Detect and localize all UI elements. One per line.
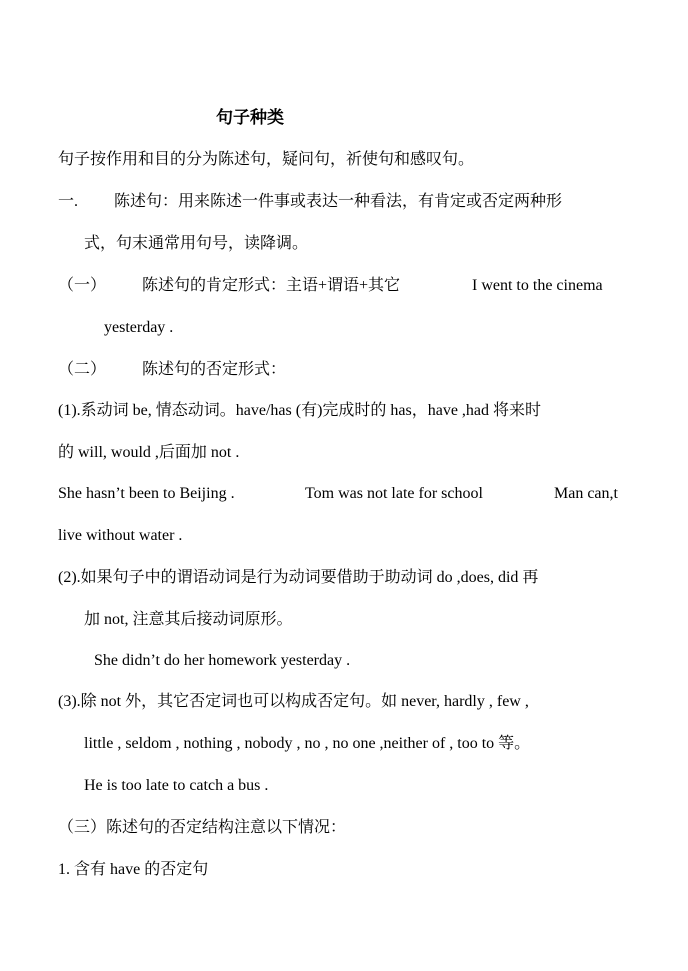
section-1-number: 一. [58,193,79,210]
rule-3-example: He is too late to catch a bus . [84,777,269,794]
rule-2-line-2: 加 not, 注意其后接动词原形。 [84,611,293,628]
sub-2-number: （二） [58,361,107,378]
rule-3-line-2: little , seldom , nothing , nobody , no , no one ,neither of , too to 等。 [84,735,531,752]
rule-3-line-1: (3).除 not 外，其它否定词也可以构成否定句。如 never, hardly , few , [58,693,529,710]
rule-1-line-2: 的 will, would ,后面加 not . [58,444,240,461]
example-3: Man can,t [554,485,618,502]
sub-3-label: （三）陈述句的否定结构注意以下情况： [58,819,347,836]
section-1-line-2: 式，句末通常用句号，读降调。 [84,235,309,252]
page-title: 句子种类 [216,108,284,127]
intro-text: 句子按作用和目的分为陈述句，疑问句，祈使句和感叹句。 [58,151,475,168]
sub-1-label: 陈述句的肯定形式：主语+谓语+其它 [142,277,401,294]
example-2: Tom was not late for school [305,485,483,502]
example-1: She hasn’t been to Beijing . [58,485,235,502]
rule-2-line-1: (2).如果句子中的谓语动词是行为动词要借助于助动词 do ,does, did 再 [58,569,539,586]
item-1-label: 1. 含有 have 的否定句 [58,861,209,878]
example-3-cont: live without water . [58,527,183,544]
sub-1-number: （一） [58,277,107,294]
sub-1-example-cont: yesterday . [104,319,174,336]
rule-2-example: She didn’t do her homework yesterday . [94,652,351,669]
sub-2-label: 陈述句的否定形式： [142,361,287,378]
section-1-line-1: 陈述句：用来陈述一件事或表达一种看法，有肯定或否定两种形 [114,193,563,210]
sub-1-example: I went to the cinema [472,277,603,294]
rule-1-line-1: (1).系动词 be, 情态动词。have/has (有)完成时的 has，have ,had 将来时 [58,402,542,419]
